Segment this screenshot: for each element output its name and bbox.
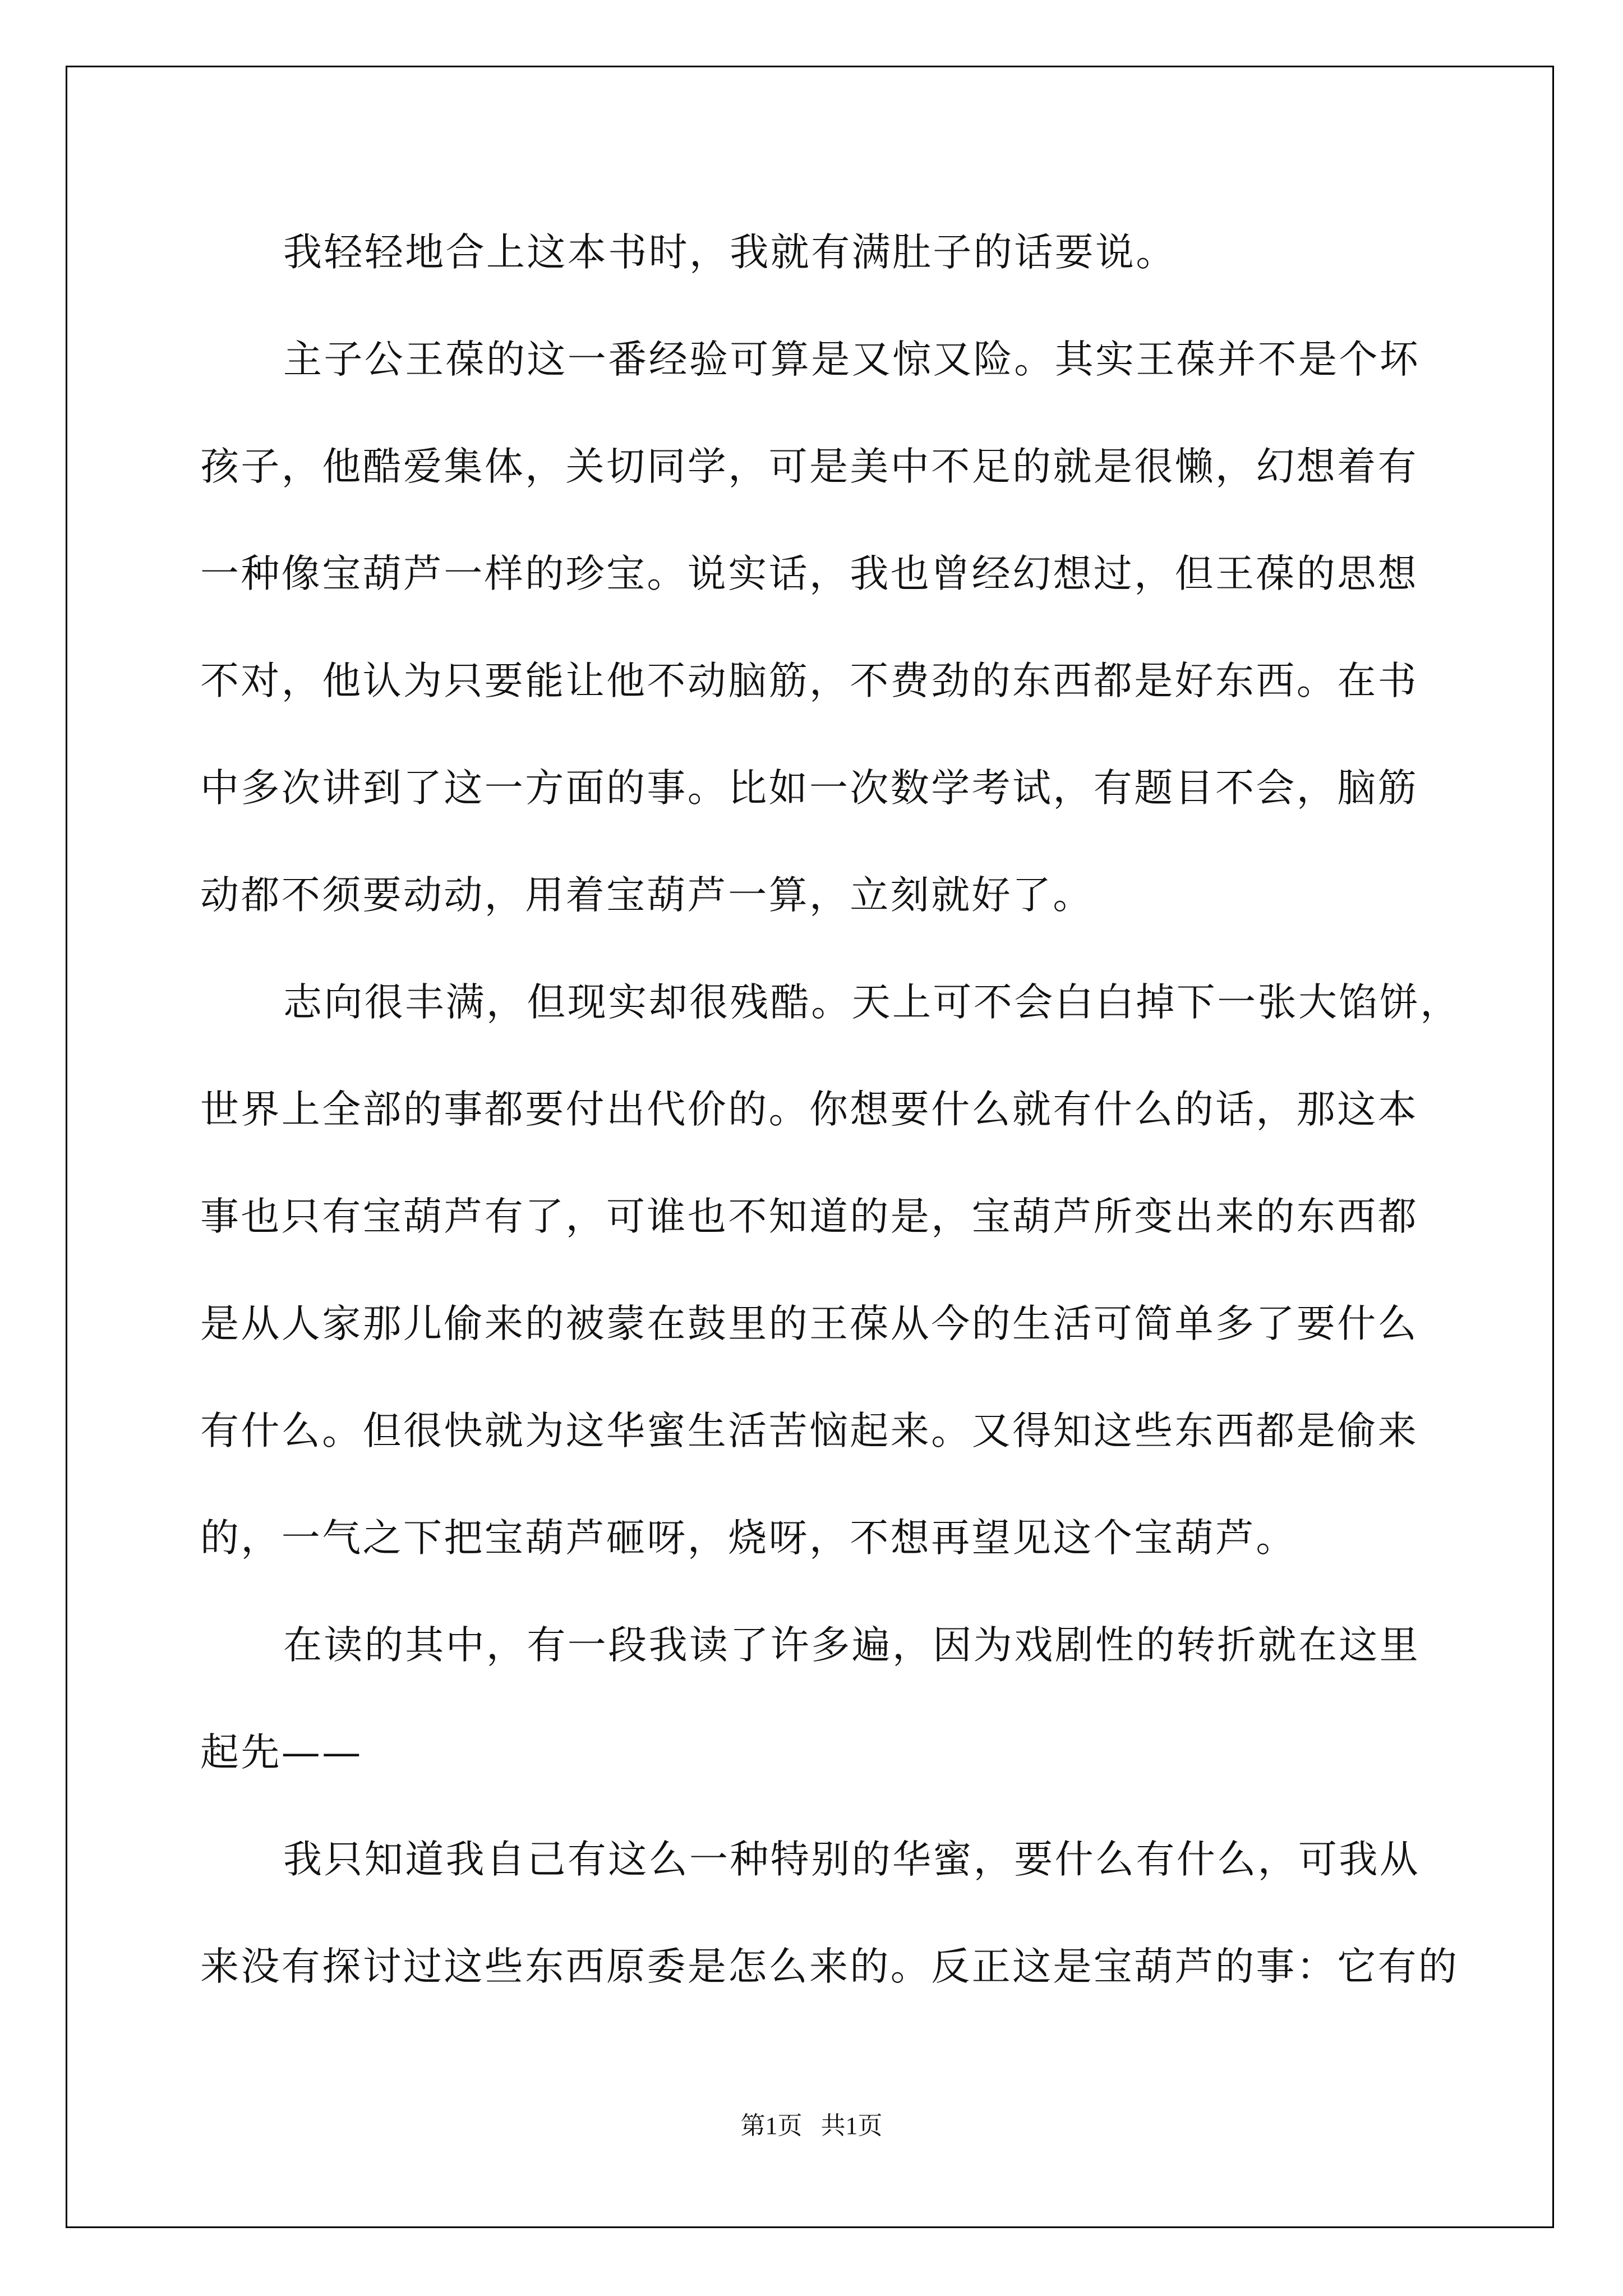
text-line: 世界上全部的事都要付出代价的。你想要什么就有什么的话，那这本 (200, 1087, 1418, 1132)
text-line: 我只知道我自己有这么一种特别的华蜜，要什么有什么，可我从 (283, 1837, 1421, 1882)
text-line: 我轻轻地合上这本书时，我就有满肚子的话要说。 (283, 230, 1177, 275)
text-line: 起先—— (200, 1730, 363, 1775)
text-line: 中多次讲到了这一方面的事。比如一次数学考试，有题目不会，脑筋 (200, 766, 1418, 811)
text-line: 孩子，他酷爱集体，关切同学，可是美中不足的就是很懒，幻想着有 (200, 444, 1418, 489)
text-line: 志向很丰满，但现实却很残酷。天上可不会白白掉下一张大馅饼， (283, 980, 1461, 1025)
text-line: 一种像宝葫芦一样的珍宝。说实话，我也曾经幻想过，但王葆的思想 (200, 551, 1418, 596)
text-line: 不对，他认为只要能让他不动脑筋，不费劲的东西都是好东西。在书 (200, 659, 1418, 703)
text-line: 的，一气之下把宝葫芦砸呀，烧呀，不想再望见这个宝葫芦。 (200, 1516, 1297, 1561)
text-line: 有什么。但很快就为这华蜜生活苦恼起来。又得知这些东西都是偷来 (200, 1409, 1418, 1453)
text-line: 来没有探讨过这些东西原委是怎么来的。反正这是宝葫芦的事：它有的 (200, 1944, 1459, 1989)
text-line: 在读的其中，有一段我读了许多遍，因为戏剧性的转折就在这里 (283, 1623, 1421, 1668)
page-number-footer: 第1页 共1页 (740, 2112, 883, 2139)
text-line: 动都不须要动动，用着宝葫芦一算，立刻就好了。 (200, 873, 1094, 918)
text-line: 事也只有宝葫芦有了，可谁也不知道的是，宝葫芦所变出来的东西都 (200, 1194, 1418, 1239)
text-line: 主子公王葆的这一番经验可算是又惊又险。其实王葆并不是个坏 (283, 337, 1421, 382)
text-line: 是从人家那儿偷来的被蒙在鼓里的王葆从今的生活可简单多了要什么 (200, 1301, 1418, 1346)
document-body (200, 199, 1461, 2021)
